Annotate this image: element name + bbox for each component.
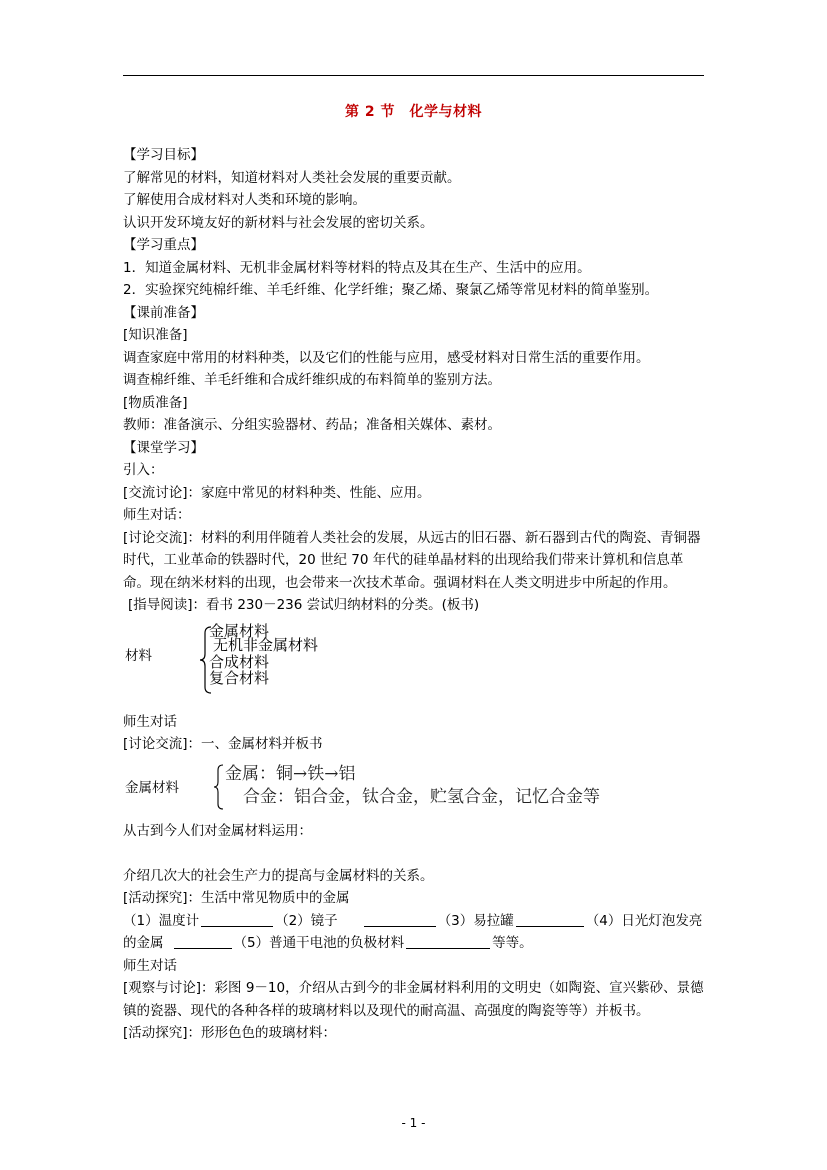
- page-title: 第 2 节 化学与材料: [345, 104, 482, 120]
- header-rule: [123, 75, 704, 76]
- text-line: [活动探究]：形形色色的玻璃材料：: [123, 1025, 337, 1041]
- answer-blank[interactable]: [364, 912, 436, 927]
- answer-blank[interactable]: [174, 934, 232, 949]
- text-line: [讨论交流]：一、金属材料并板书: [123, 736, 323, 752]
- page-number: - 1 -: [401, 1116, 426, 1130]
- materials-label: 材料: [125, 647, 152, 664]
- discussion-paragraph: [讨论交流]：材料的利用伴随着人类社会的发展，从远古的旧石器、新石器到古代的陶瓷、青铜器时代，工业革命的铁器时代，20 世纪 70 年代的硅单晶材料的出现给我们带来计算机和信息革命。现在纳米材料的出现，也会带来一次技术革命。强调材料在人类文明进步中所起的作用。: [123, 529, 701, 591]
- text-line: [交流讨论]：家庭中常见的材料种类、性能、应用。: [123, 484, 431, 501]
- metal-diagram: [123, 760, 708, 818]
- text-line: 介绍几次大的社会生产力的提高与金属材料的关系。: [123, 867, 434, 884]
- observe-paragraph: [观察与讨论]：彩图 9－10，介绍从古到今的非金属材料利用的文明史（如陶瓷、宣兴紫砂、景德镇的瓷器、现代的各种各样的玻璃材料以及现代的耐高温、高强度的陶瓷等等）并板书。: [123, 980, 704, 1019]
- text-line: 调查棉纤维、羊毛纤维和合成纤维织成的布料简单的鉴别方法。: [123, 372, 501, 388]
- question-label: （3）易拉罐: [437, 912, 514, 929]
- materials-item: 复合材料: [209, 668, 270, 687]
- answer-blank[interactable]: [516, 912, 584, 927]
- text-line: 师生对话：: [123, 507, 191, 523]
- text-line: [活动探究]：生活中常见物质中的金属: [123, 890, 350, 906]
- materials-item: 合成材料: [209, 652, 270, 671]
- alloy-row: 合金：铝合金，钛合金，贮氢合金，记忆合金等: [243, 786, 600, 807]
- answer-blank[interactable]: [406, 934, 490, 949]
- text-line: 了解常见的材料，知道材料对人类社会发展的重要贡献。: [123, 169, 461, 186]
- text-line: 认识开发环境友好的新材料与社会发展的密切关系。: [123, 214, 434, 231]
- text-line: 2．实验探究纯棉纤维、羊毛纤维、化学纤维；聚乙烯、聚氯乙烯等常见材料的简单鉴别。: [123, 282, 659, 298]
- text-line: 引入：: [123, 462, 164, 478]
- empty-line: [123, 842, 708, 865]
- question-label: （4）日光灯泡发亮: [585, 912, 703, 929]
- text-line: [知识准备]: [123, 327, 188, 343]
- guide-reading-line: [指导阅读]：看书 230－236 尝试归纳材料的分类。(板书): [128, 597, 480, 613]
- metal-row: 金属：铜→铁→铝: [225, 763, 356, 784]
- text-line: 【学习重点】: [123, 237, 204, 253]
- question-end: 等等。: [492, 935, 533, 951]
- brace-icon: [213, 764, 225, 810]
- text-line: 【课堂学习】: [123, 439, 204, 456]
- activity-line: [123, 910, 708, 933]
- text-line: 师生对话: [123, 957, 177, 974]
- answer-blank[interactable]: [201, 912, 273, 927]
- metal-label: 金属材料: [125, 779, 179, 796]
- question-label: （5）普通干电池的负极材料: [233, 935, 405, 951]
- document-body: [123, 144, 708, 1045]
- text-line: 调查家庭中常用的材料种类，以及它们的性能与应用，感受材料对日常生活的重要作用。: [123, 349, 650, 366]
- question-label: （2）镜子: [275, 912, 338, 929]
- question-label: （1）温度计: [123, 912, 200, 929]
- text-line: 【课前准备】: [123, 304, 204, 321]
- materials-item: 金属材料: [209, 621, 270, 640]
- text-line: 【学习目标】: [123, 147, 204, 163]
- materials-item: 无机非金属材料: [213, 635, 319, 654]
- text-line: 教师：准备演示、分组实验器材、药品；准备相关媒体、素材。: [123, 417, 501, 433]
- question-label: 的金属: [123, 935, 164, 951]
- text-line: 师生对话: [123, 713, 177, 730]
- text-line: 了解使用合成材料对人类和环境的影响。: [123, 192, 366, 208]
- text-line: 1．知道金属材料、无机非金属材料等材料的特点及其在生产、生活中的应用。: [123, 259, 591, 276]
- activity-line: [123, 932, 708, 955]
- materials-diagram: [123, 621, 708, 703]
- text-line: 从古到今人们对金属材料运用：: [123, 822, 312, 839]
- text-line: [物质准备]: [123, 394, 188, 411]
